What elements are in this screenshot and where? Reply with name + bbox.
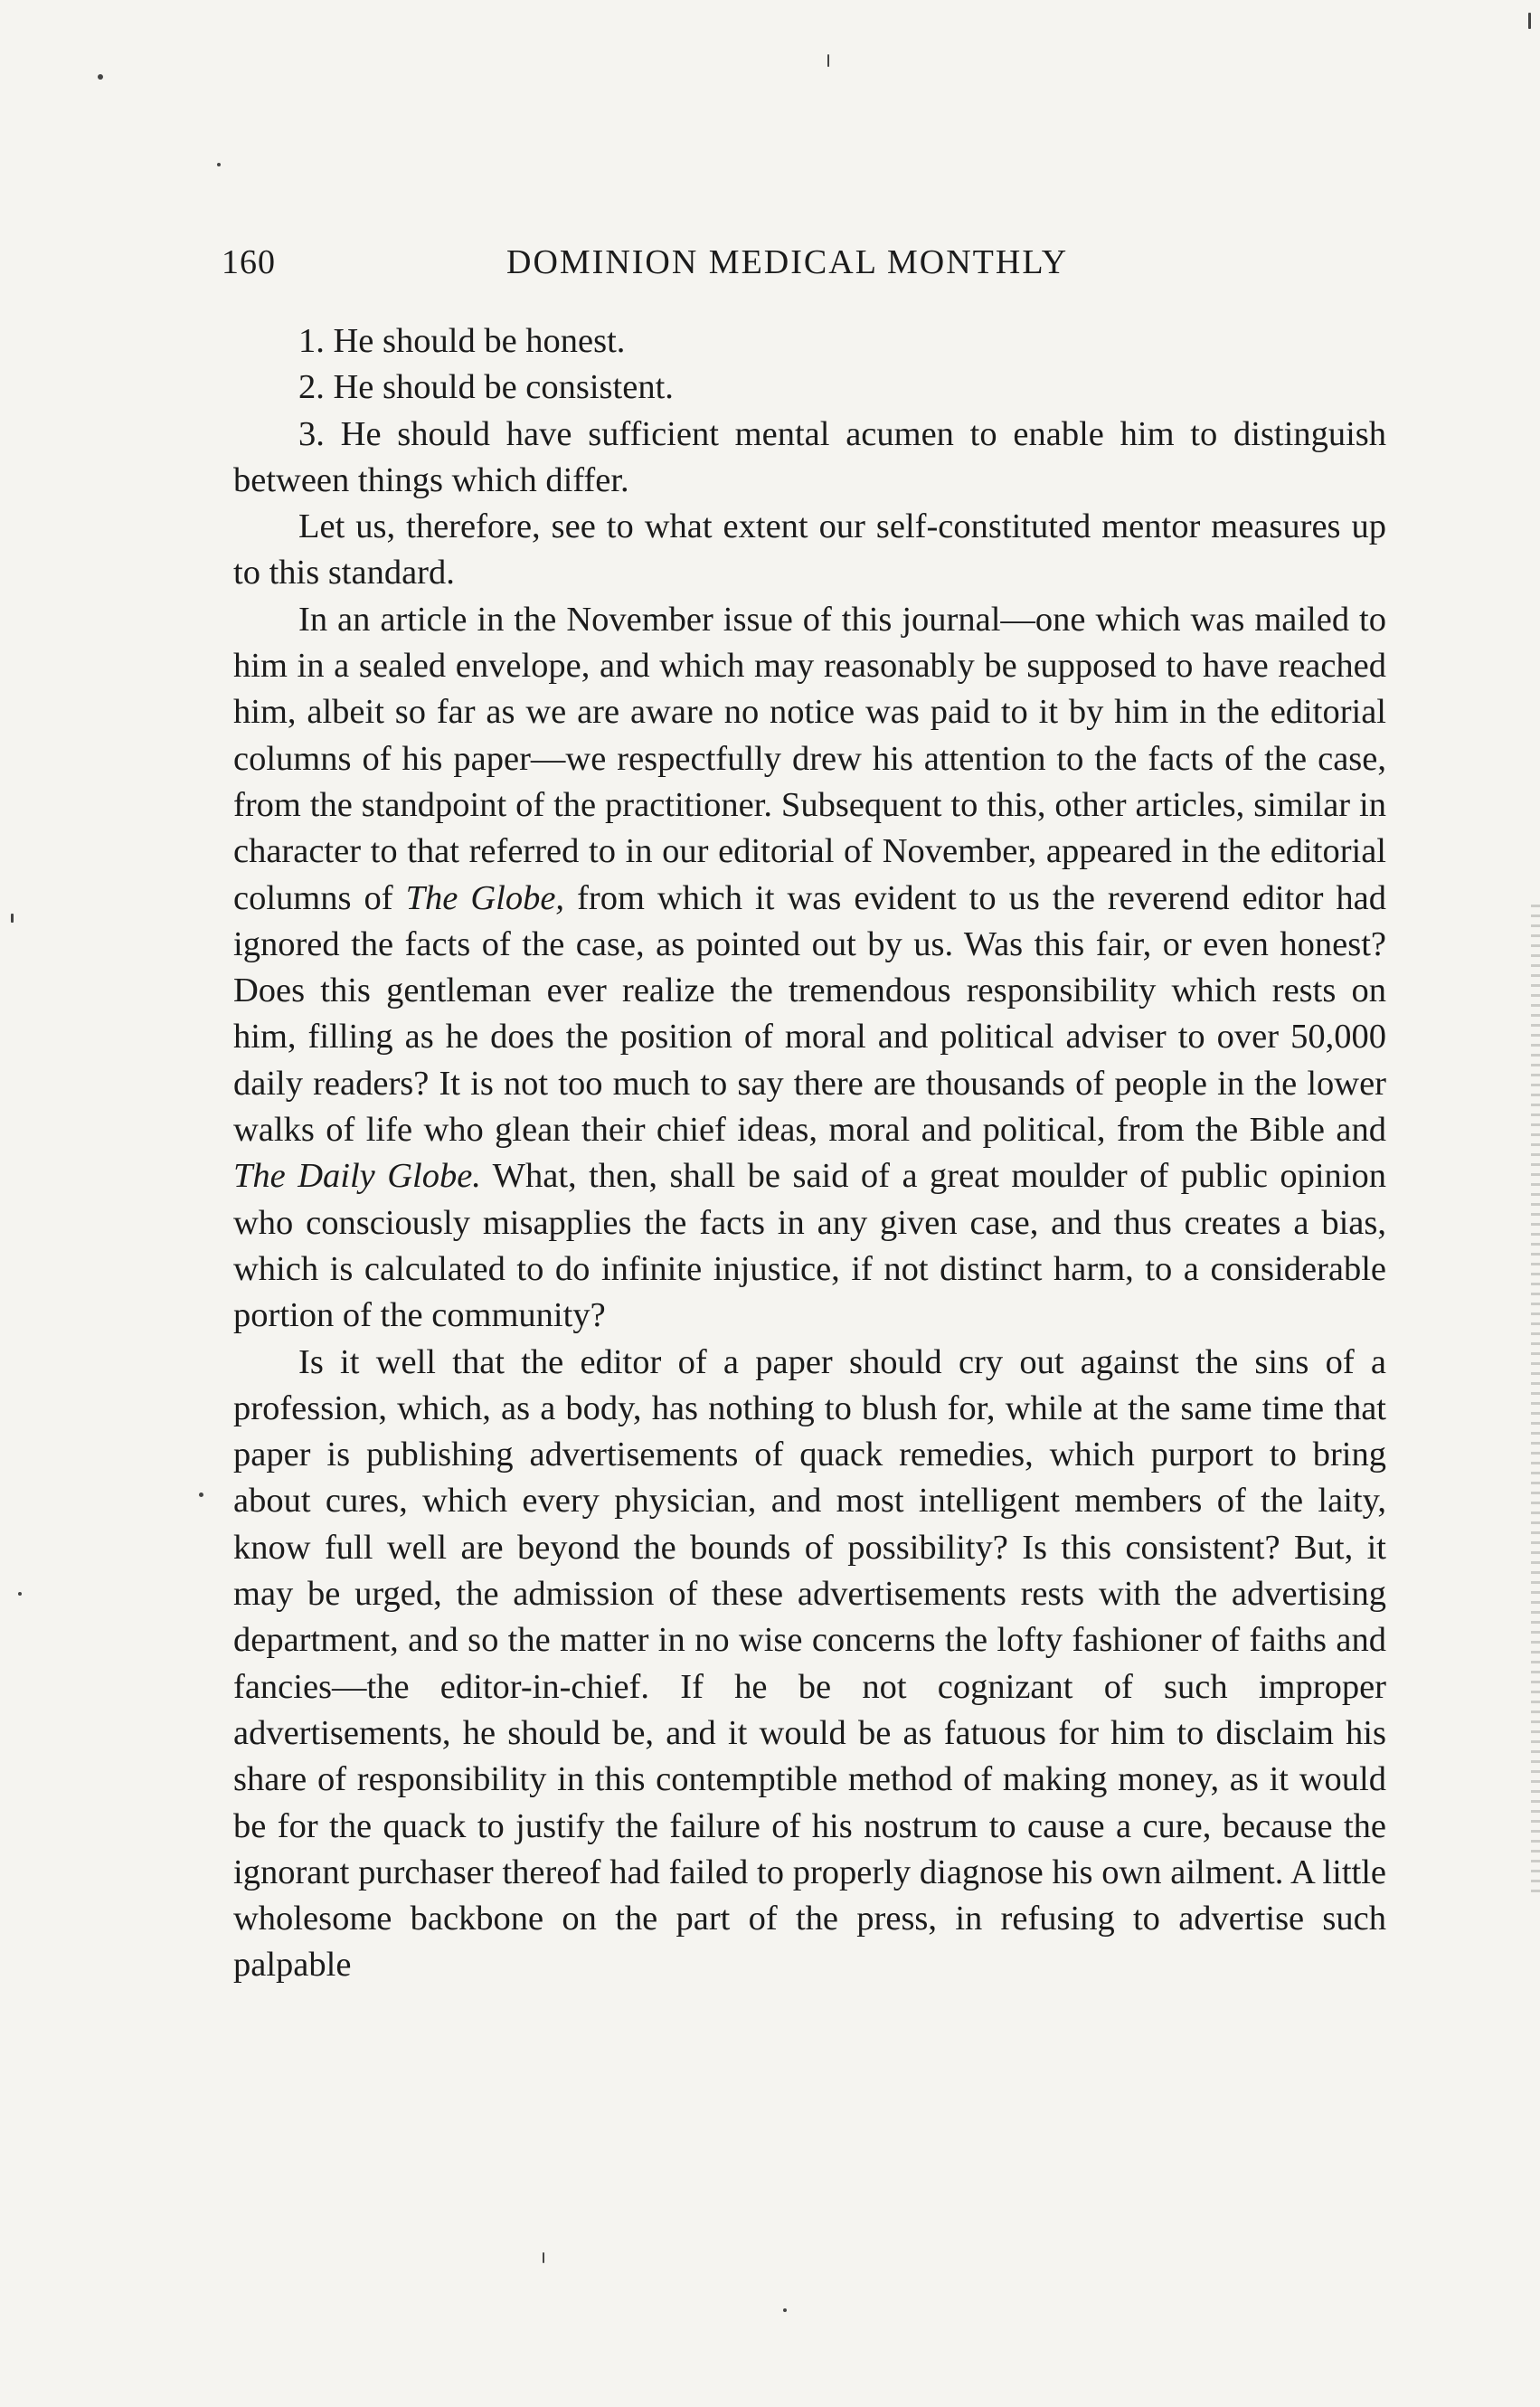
page-header bbox=[222, 242, 1153, 297]
scan-speck bbox=[18, 1592, 22, 1596]
paragraph-november-article bbox=[233, 597, 1386, 1340]
criterion-honest: 1. He should be honest. bbox=[298, 322, 626, 360]
running-title: DOMINION MEDICAL MONTHLY bbox=[506, 243, 1069, 281]
criterion-consistent: 2. He should be consistent. bbox=[298, 368, 674, 407]
scan-speck bbox=[11, 914, 14, 923]
paragraph-consistency: Is it well that the editor of a paper should cry out against the sins of a profession, which, as a body, has nothing to blush for, while at the same time that paper is publishing advertisements of quack remedies, which purport to bring about cures, which every physician, and most intelligent members of the laity, know full well are beyond the bounds of possibility? Is this consistent? But, it may be urged, the admission of these advertisements rests with the advertising department, and so the matter in no wise concerns the lofty fashioner of faiths and fancies—the editor-in-chief. If he be not cognizant of such improper advertisements, he should be, and it would be as fatuous for him to disclaim his share of responsibility in this contemptible method of making money, as it would be for the quack to justify the failure of his nostrum to cause a cure, because the ignorant purchaser thereof had failed to properly diagnose his own ailment. A little wholesome backbone on the part of the press, in refusing to advertise such palpable bbox=[233, 1342, 1386, 1985]
scan-speck bbox=[217, 163, 221, 166]
paragraph-text: from which it was evident to us the reverend editor had ignored the facts of the case, as pointed out by us. Was this fair, or even honest? Does this gentleman ever realize the tremendous responsibility which rests on him, filling as he does the position of moral and political adviser to over 50,000 daily readers? It is not too much to say there are thousands of people in the lower walks of life who glean their chief ideas, moral and political, from the Bible and bbox=[233, 878, 1386, 1150]
paragraph-text: In an article in the November issue of this journal—one which was mailed to him in a sealed envelope, and which may reasonably be supposed to have reached him, albeit so far as we are aware no notice was paid to it by him in the editorial columns of his paper—we respectfully drew his attention to the facts of the case, from the standpoint of the practitioner. Subsequent to this, other articles, similar in character to that referred to in our editorial of November, appeared in the editorial columns of bbox=[233, 600, 1386, 917]
scan-speck bbox=[1528, 13, 1531, 29]
scan-speck bbox=[199, 1493, 203, 1497]
article-body bbox=[233, 318, 1386, 1989]
scan-speck bbox=[543, 2252, 544, 2263]
scan-speck bbox=[783, 2308, 787, 2312]
scan-speck bbox=[827, 54, 829, 67]
newspaper-title: The Globe, bbox=[405, 878, 565, 917]
page-number: 160 bbox=[222, 243, 276, 281]
paragraph-text: What, then, shall be said of a great moulder of public opinion who consciously misapplies the facts in any given case, and thus creates a bias, which is calculated to do infinite injustice, if not distinct harm, to a considerable portion of the community? bbox=[233, 1157, 1387, 1335]
paragraph-standard: Let us, therefore, see to what extent our self-constituted mentor measures up to this standard. bbox=[233, 507, 1386, 592]
scan-edge-noise bbox=[1531, 905, 1540, 1900]
newspaper-title: The Daily Globe. bbox=[233, 1157, 481, 1196]
scan-speck bbox=[98, 74, 103, 80]
criterion-acumen: 3. He should have sufficient mental acumen to enable him to distinguish between things which differ. bbox=[233, 414, 1386, 499]
